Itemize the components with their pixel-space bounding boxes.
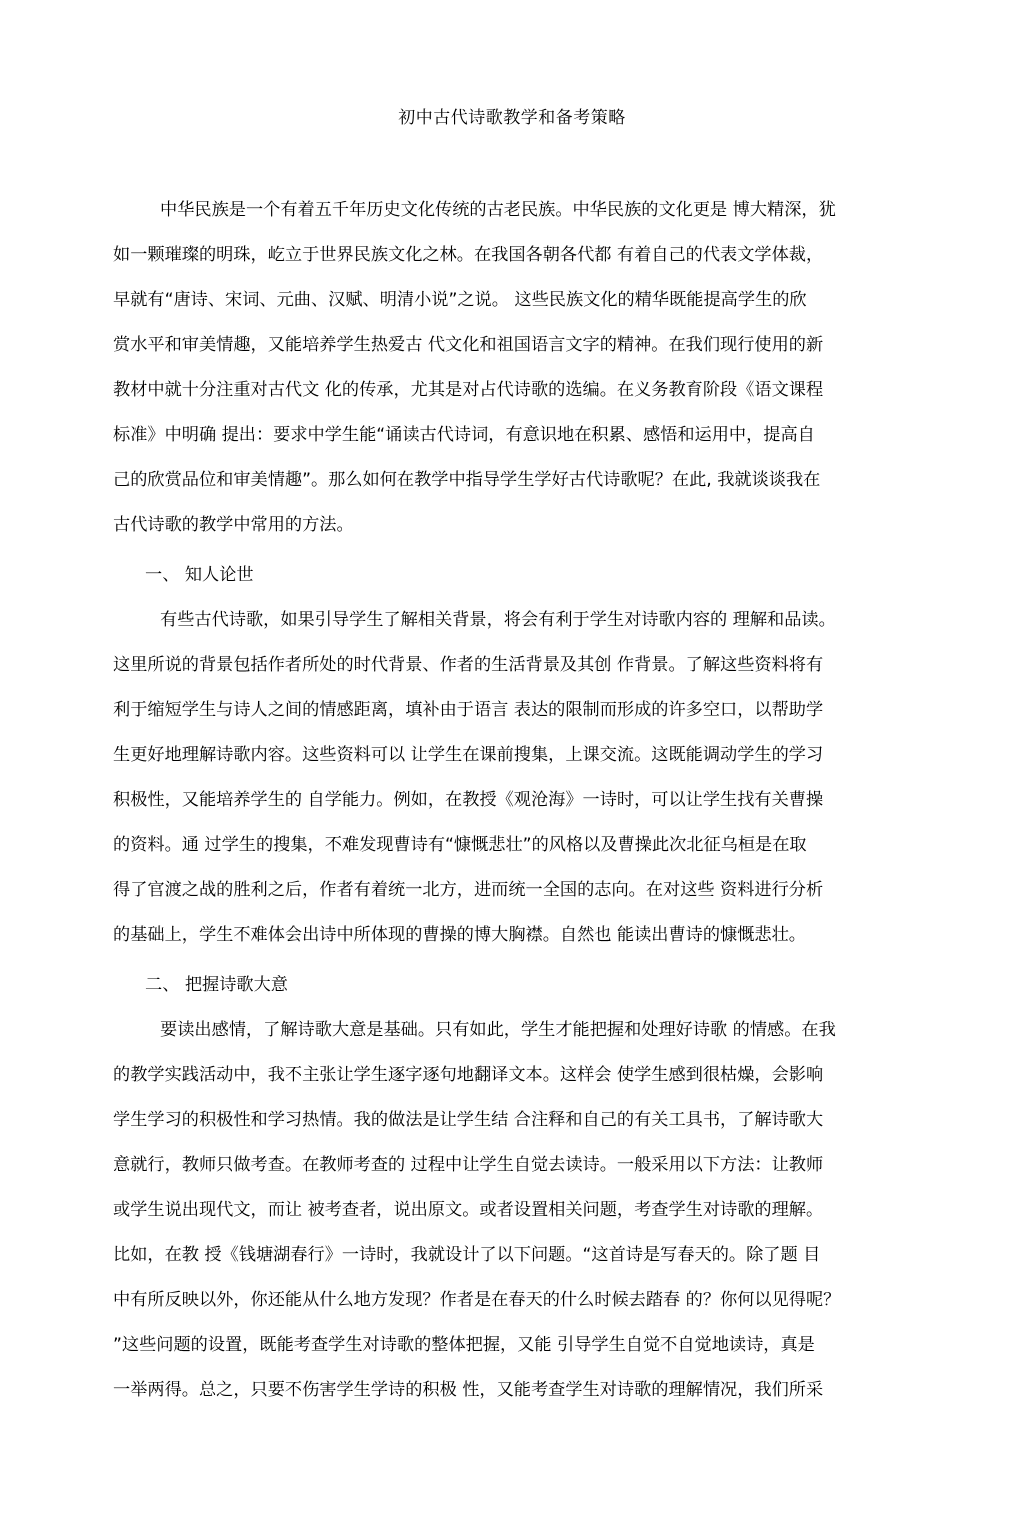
paragraph-line: 积极性，又能培养学生的 自学能力。例如，在教授《观沧海》一诗时，可以让学生找有关曹操: [113, 790, 824, 810]
paragraph-line: 赏水平和审美情趣，又能培养学生热爱古 代文化和祖国语言文字的精神。在我们现行使用的新: [113, 335, 824, 355]
paragraph-line: 有些古代诗歌，如果引导学生了解相关背景，将会有利于学生对诗歌内容的 理解和品读。: [160, 610, 836, 630]
paragraph-line: 要读出感情，了解诗歌大意是基础。只有如此，学生才能把握和处理好诗歌 的情感。在我: [160, 1020, 836, 1040]
paragraph-line: 这里所说的背景包括作者所处的时代背景、作者的生活背景及其创 作背景。了解这些资料将有: [113, 655, 824, 675]
paragraph-line: ”这些问题的设置，既能考查学生对诗歌的整体把握，又能 引导学生自觉不自觉地读诗，真是: [113, 1335, 815, 1355]
section-heading: 二、 把握诗歌大意: [145, 975, 288, 995]
section-heading: 一、 知人论世: [145, 565, 254, 585]
paragraph-line: 中华民族是一个有着五千年历史文化传统的古老民族。中华民族的文化更是 博大精深，犹: [160, 200, 836, 220]
paragraph-line: 己的欣赏品位和审美情趣”。那么如何在教学中指导学生学好古代诗歌呢？在此, 我就谈谈我在: [113, 470, 821, 490]
paragraph-line: 的资料。通 过学生的搜集，不难发现曹诗有“慷慨悲壮”的风格以及曹操此次北征乌桓是在取: [113, 835, 807, 855]
paragraph-line: 学生学习的积极性和学习热情。我的做法是让学生结 合注释和自己的有关工具书，了解诗歌大: [113, 1110, 824, 1130]
paragraph-line: 早就有“唐诗、宋词、元曲、汉赋、明清小说”之说。 这些民族文化的精华既能提高学生的欣: [113, 290, 807, 310]
paragraph-line: 教材中就十分注重对古代文 化的传承，尤其是对占代诗歌的选编。在义务教育阶段《语文课程: [113, 380, 824, 400]
paragraph-line: 得了官渡之战的胜利之后，作者有着统一北方，进而统一全国的志向。在对这些 资料进行分析: [113, 880, 824, 900]
paragraph-line: 中有所反映以外，你还能从什么地方发现？作者是在春天的什么时候去踏春 的？你何以见得呢？: [113, 1290, 841, 1310]
paragraph-line: 如一颗璀璨的明珠，屹立于世界民族文化之林。在我国各朝各代都 有着自己的代表文学体裁，: [113, 245, 824, 265]
paragraph-line: 比如，在教 授《钱塘湖春行》一诗时，我就设计了以下问题。“这首诗是写春天的。除了题 目: [113, 1245, 821, 1265]
paragraph-line: 标准》中明确 提出：要求中学生能“诵读古代诗词，有意识地在积累、感悟和运用中，提高自: [113, 425, 815, 445]
paragraph-line: 或学生说出现代文，而让 被考查者，说出原文。或者设置相关问题，考查学生对诗歌的理解。: [113, 1200, 824, 1220]
paragraph-line: 生更好地理解诗歌内容。这些资料可以 让学生在课前搜集，上课交流。这既能调动学生的学习: [113, 745, 824, 765]
paragraph-line: 利于缩短学生与诗人之间的情感距离，填补由于语言 表达的限制而形成的许多空口，以帮助学: [113, 700, 824, 720]
paragraph-line: 的基础上，学生不难体会出诗中所体现的曹操的博大胸襟。自然也 能读出曹诗的慷慨悲壮。: [113, 925, 806, 945]
paragraph-line: 一举两得。总之，只要不伤害学生学诗的积极 性，又能考查学生对诗歌的理解情况，我们所采: [113, 1380, 824, 1400]
document-title: 初中古代诗歌教学和备考策略: [398, 108, 626, 128]
paragraph-line: 古代诗歌的教学中常用的方法。: [113, 515, 354, 535]
paragraph-line: 的教学实践活动中，我不主张让学生逐字逐句地翻译文本。这样会 使学生感到很枯燥，会影响: [113, 1065, 824, 1085]
paragraph-line: 意就行，教师只做考查。在教师考查的 过程中让学生自觉去读诗。一般采用以下方法：让教师: [113, 1155, 824, 1175]
